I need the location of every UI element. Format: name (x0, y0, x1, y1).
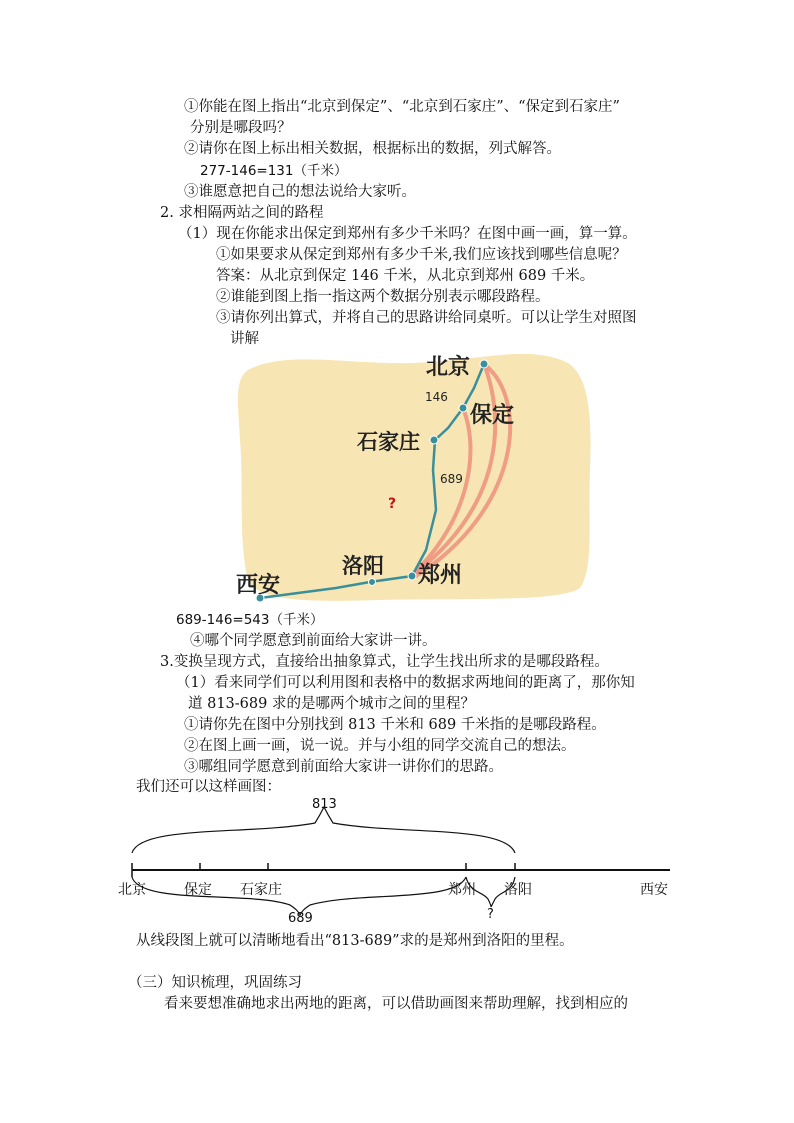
segment-label-zhengzhou: 郑州 (448, 882, 476, 898)
formula-line: 277-146=131（千米） (200, 163, 348, 179)
text-line: 讲解 (230, 331, 259, 347)
text-line: ②在图上画一画，说一说。并与小组的同学交流自己的想法。 (184, 738, 576, 754)
segment-label-xian: 西安 (640, 882, 668, 898)
segment-label-shijiazhuang: 石家庄 (240, 882, 282, 898)
map-label-shijiazhuang: 石家庄 (357, 430, 420, 454)
text-line: ①如果要求从保定到郑州有多少千米,我们应该找到哪些信息呢？ (216, 247, 627, 263)
text-line: ①你能在图上指出“北京到保定”、“北京到石家庄”、“保定到石家庄” (184, 99, 620, 115)
segment-value-813: 813 (312, 797, 337, 812)
brace-689 (132, 877, 466, 915)
station-baoding (459, 404, 467, 412)
text-line: 看来要想准确地求出两地的距离，可以借助画图来帮助理解，找到相应的 (164, 996, 628, 1012)
segment-label-luoyang: 洛阳 (504, 882, 532, 898)
map-distance-146: 146 (425, 390, 448, 404)
segment-diagram (110, 795, 690, 930)
text-line: ①请你先在图中分别找到 813 千米和 689 千米指的是哪段路程。 (184, 717, 606, 733)
station-shijiazhuang (430, 436, 438, 444)
segment-value-689: 689 (288, 911, 313, 926)
segment-label-baoding: 保定 (184, 882, 212, 898)
text-line: ②谁能到图上指一指这两个数据分别表示哪段路程。 (216, 289, 550, 305)
segment-label-beijing: 北京 (118, 882, 146, 898)
station-beijing (480, 360, 488, 368)
segment-question-mark: ? (487, 907, 494, 922)
text-line: ③请你列出算式，并将自己的思路讲给同桌听。可以让学生对照图 (216, 310, 637, 326)
map-label-xian: 西安 (236, 573, 281, 598)
map-label-beijing: 北京 (426, 355, 471, 380)
text-line: 我们还可以这样画图： (136, 779, 281, 795)
section-heading: （三）知识梳理，巩固练习 (128, 975, 302, 991)
text-line: ③谁愿意把自己的想法说给大家听。 (184, 184, 416, 200)
map-label-baoding: 保定 (470, 403, 515, 428)
map-label-luoyang: 洛阳 (342, 554, 384, 578)
map-label-zhengzhou: 郑州 (418, 563, 463, 588)
segment-diagram-graphic (110, 795, 690, 930)
route-map (230, 340, 600, 610)
text-line: 从线段图上就可以清晰地看出“813-689”求的是郑州到洛阳的里程。 (136, 933, 574, 949)
map-background (238, 354, 591, 601)
section-heading: 3.变换呈现方式，直接给出抽象算式，让学生找出所求的是哪段路程。 (160, 654, 609, 670)
text-line: ③哪组同学愿意到前面给大家讲一讲你们的思路。 (184, 759, 503, 775)
text-line: 分别是哪段吗？ (190, 120, 292, 136)
map-distance-689: 689 (440, 472, 463, 486)
station-zhengzhou (408, 572, 416, 580)
text-line: 答案：从北京到保定 146 千米，从北京到郑州 689 千米。 (216, 268, 595, 284)
text-line: ②请你在图上标出相关数据，根据标出的数据，列式解答。 (184, 141, 561, 157)
section-heading: 2. 求相隔两站之间的路程 (160, 205, 324, 221)
brace-813 (132, 807, 515, 853)
text-line: 道 813-689 求的是哪两个城市之间的里程？ (188, 696, 475, 712)
formula-line: 689-146=543（千米） (176, 612, 324, 628)
text-line: （1）现在你能求出保定到郑州有多少千米吗？在图中画一画，算一算。 (178, 226, 637, 242)
map-question-mark: ? (388, 496, 397, 512)
text-line: ④哪个同学愿意到前面给大家讲一讲。 (190, 633, 437, 649)
text-line: （1）看来同学们可以利用图和表格中的数据求两地间的距离了，那你知 (176, 675, 635, 691)
route-map-graphic (230, 340, 600, 610)
